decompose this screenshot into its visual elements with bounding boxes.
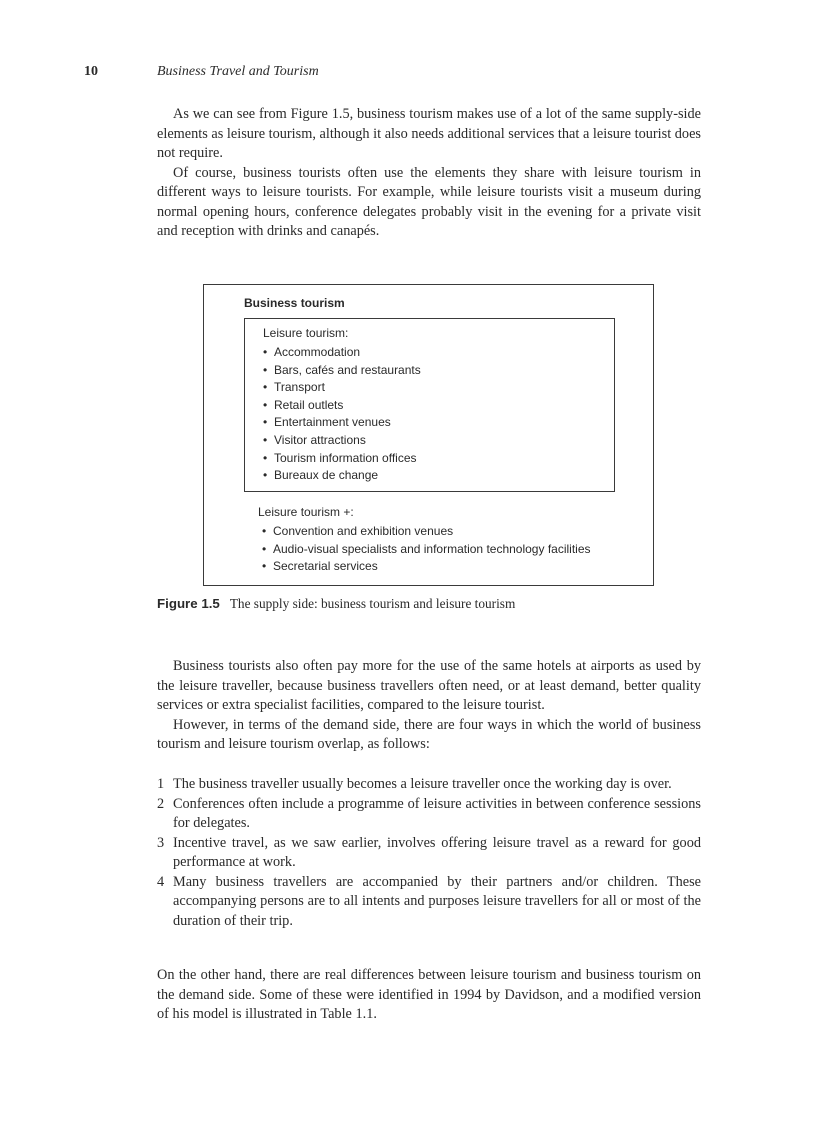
intro-section	[157, 105, 701, 242]
list-item-text: Audio-visual specialists and information technology facilities	[273, 541, 591, 556]
bullet-icon: •	[263, 415, 268, 430]
list-item-text: Incentive travel, as we saw earlier, involves offering leisure travel as a reward for good performance at work.	[173, 834, 701, 870]
list-item	[263, 397, 421, 415]
list-item-text: Conferences often include a programme of leisure activities in between conference sessions for delegates.	[173, 795, 701, 831]
list-item-text: Many business travellers are accompanied by their partners and/or children. These accompanying persons are to all intents and purposes leisure travellers for all or most of the duration of their trip.	[173, 873, 701, 929]
list-item-text: Accommodation	[274, 345, 361, 359]
figure-title: Business tourism	[244, 296, 345, 310]
paragraph: As we can see from Figure 1.5, business tourism makes use of a lot of the same supply-side elements as leisure tourism, although it also needs additional services that a leisure tourist does not require.	[157, 106, 701, 161]
bullet-icon: •	[263, 397, 268, 412]
bullet-icon: •	[262, 541, 267, 556]
list-item	[262, 541, 591, 559]
list-number: 4	[157, 873, 165, 890]
list-item-text: Secretarial services	[273, 559, 378, 574]
running-head: Business Travel and Tourism	[157, 64, 319, 79]
figure-caption-text: The supply side: business tourism and leisure tourism	[229, 596, 516, 611]
page-number: 10	[84, 64, 98, 79]
leisure-tourism-heading: Leisure tourism:	[263, 326, 349, 340]
list-item	[157, 873, 701, 932]
list-item	[157, 795, 701, 834]
paragraph: However, in terms of the demand side, there are four ways in which the world of business tourism and leisure tourism overlap, as follows:	[157, 716, 701, 752]
bullet-icon: •	[262, 559, 267, 574]
list-item	[157, 775, 701, 795]
bullet-icon: •	[263, 450, 268, 465]
middle-section	[157, 657, 701, 755]
list-item-text: The business traveller usually becomes a leisure traveller once the working day is over.	[173, 776, 672, 792]
list-item	[263, 432, 421, 450]
bullet-icon: •	[263, 380, 268, 395]
leisure-tourism-plus-list	[262, 523, 591, 576]
figure-box	[203, 284, 654, 586]
list-item	[263, 344, 421, 362]
list-item-text: Entertainment venues	[274, 415, 391, 430]
list-number: 1	[157, 776, 165, 792]
list-item	[263, 379, 421, 397]
list-item	[263, 450, 421, 468]
list-item-text: Tourism information offices	[274, 450, 417, 465]
paragraph: Business tourists also often pay more for the use of the same hotels at airports as used by the leisure traveller, because business travellers often need, or at least demand, better quality services or extra specialist facilities, compared to the leisure tourist.	[157, 658, 701, 713]
list-item-text: Bars, cafés and restaurants	[274, 362, 421, 377]
list-item	[263, 414, 421, 432]
leisure-tourism-plus-heading: Leisure tourism +:	[258, 505, 354, 519]
figure-caption-label: Figure 1.5	[157, 596, 220, 611]
bullet-icon: •	[262, 524, 267, 538]
overlap-list	[157, 775, 701, 931]
bullet-icon: •	[263, 345, 268, 359]
leisure-tourism-box	[244, 318, 615, 492]
bullet-icon: •	[263, 432, 268, 447]
list-item-text: Retail outlets	[274, 397, 344, 412]
list-number: 2	[157, 795, 165, 812]
list-item-text: Transport	[274, 380, 325, 395]
list-number: 3	[157, 834, 165, 851]
list-item-text: Convention and exhibition venues	[273, 524, 454, 538]
list-item	[262, 523, 591, 541]
list-item	[263, 362, 421, 380]
closing-section	[157, 966, 701, 1025]
paragraph: Of course, business tourists often use the elements they share with leisure tourism in different ways to leisure tourists. For example, while leisure tourists visit a museum during normal opening hours, conference delegates probably visit in the evening for a private visit and reception with drinks and canapés.	[157, 164, 701, 239]
list-item	[263, 467, 421, 485]
paragraph: On the other hand, there are real differences between leisure tourism and business tourism on the demand side. Some of these were identified in 1994 by Davidson, and a modified version of his model is illustrated in Table 1.1.	[157, 967, 701, 1022]
bullet-icon: •	[263, 468, 268, 483]
list-item-text: Bureaux de change	[274, 468, 379, 483]
bullet-icon: •	[263, 362, 268, 377]
leisure-tourism-list	[263, 344, 421, 485]
list-item	[262, 558, 591, 576]
figure-caption	[157, 596, 515, 612]
list-item-text: Visitor attractions	[274, 432, 366, 447]
list-item	[157, 834, 701, 873]
